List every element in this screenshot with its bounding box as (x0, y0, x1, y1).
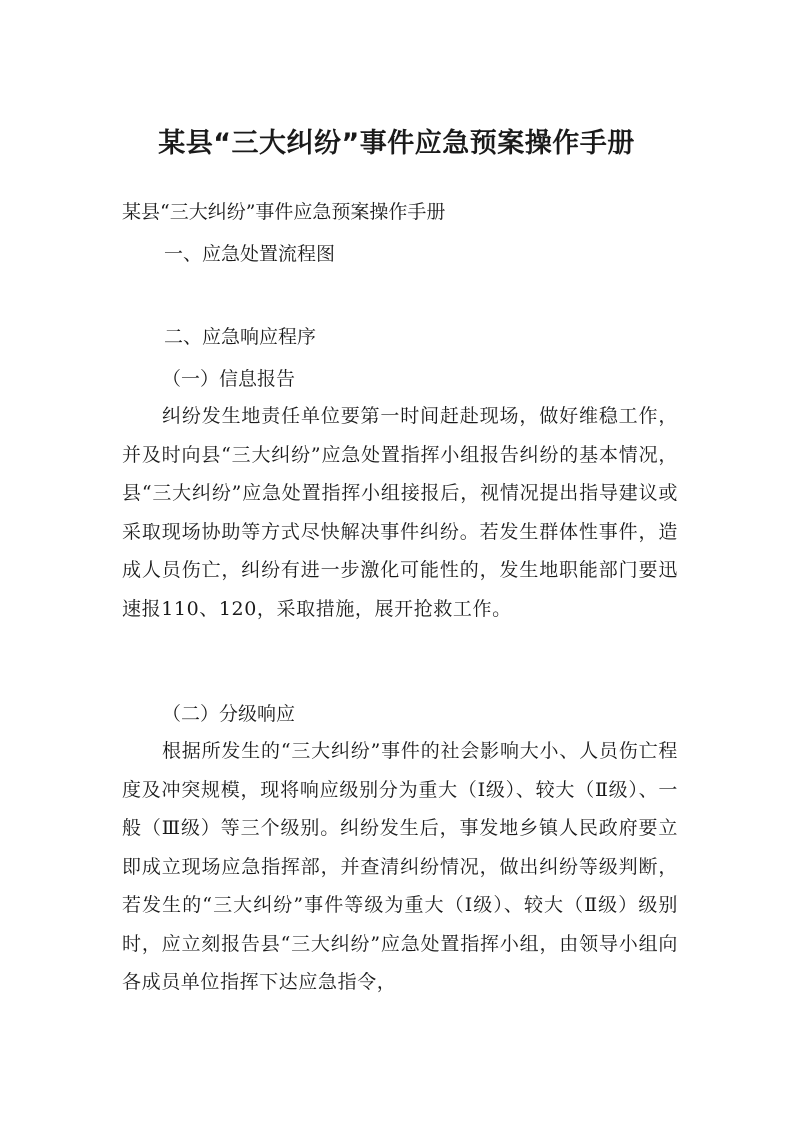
document-title: 某县“三大纠纷”事件应急预案操作手册 (158, 128, 635, 159)
section-heading-response: 二、应急响应程序 (164, 326, 317, 348)
paragraph-levels: 根据所发生的“三大纠纷”事件的社会影响大小、人员伤亡程度及冲突规模，现将响应级别分为重大（Ⅰ级）、较大（Ⅱ级）、一般（Ⅲ级）等三个级别。纠纷发生后，事发地乡镇人民政府要立即成立现场应急指挥部，并查清纠纷情况，做出纠纷等级判断，若发生的“三大纠纷”事件等级为重大（Ⅰ级）、较大（Ⅱ级）级别时，应立刻报告县“三大纠纷”应急处置指挥小组，由领导小组向各成员单位指挥下达应急指令， (122, 740, 678, 993)
section-heading-flowchart: 一、应急处置流程图 (164, 243, 336, 265)
document-subtitle: 某县“三大纠纷”事件应急预案操作手册 (122, 201, 446, 223)
subsection-heading-report: （一）信息报告 (162, 368, 296, 390)
subsection-heading-levels: （二）分级响应 (162, 703, 296, 725)
paragraph-info-report: 纠纷发生地责任单位要第一时间赶赴现场，做好维稳工作，并及时向县“三大纠纷”应急处置指挥小组报告纠纷的基本情况，县“三大纠纷”应急处置指挥小组接报后，视情况提出指导建议或采取现场协助等方式尽快解决事件纠纷。若发生群体性事件，造成人员伤亡，纠纷有进一步激化可能性的，发生地职能部门要迅速报110、120，采取措施，展开抢救工作。 (122, 405, 678, 620)
